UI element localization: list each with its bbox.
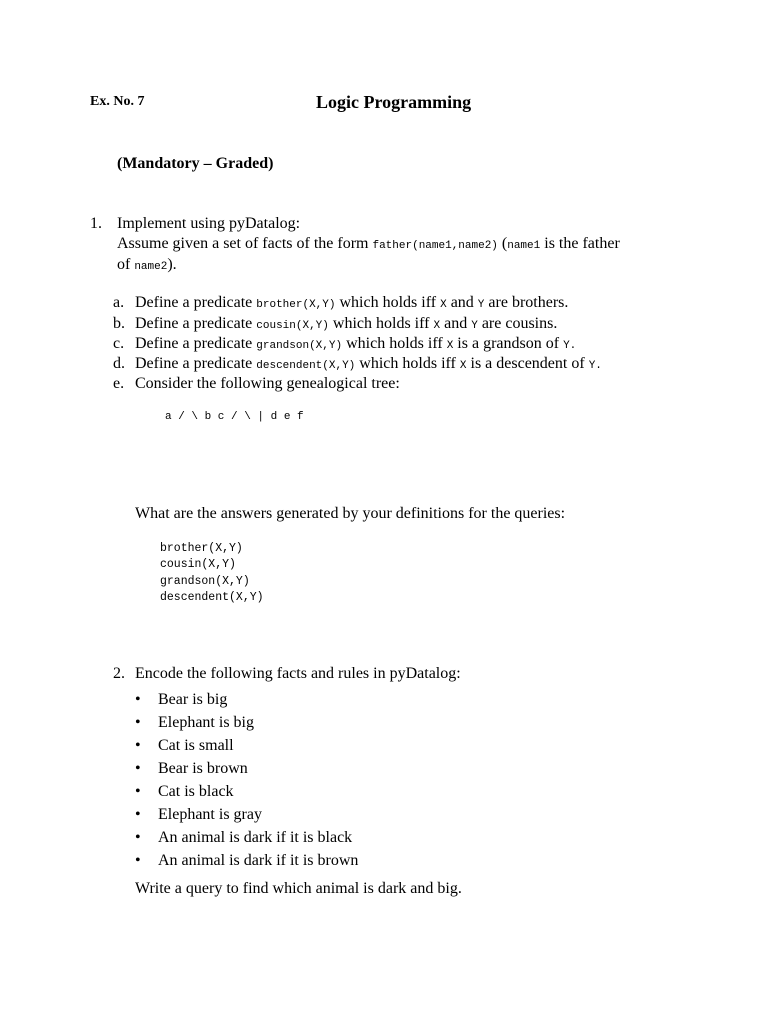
item-mid: which holds iff [359,355,456,372]
item-pre: Define a predicate [135,355,253,372]
q2-intro: Encode the following facts and rules in pyDatalog: [135,665,461,682]
mandatory-label: (Mandatory – Graded) [117,155,274,172]
list-item [135,803,358,826]
query-item: brother(X,Y) [160,542,243,555]
item-var-y: Y [477,299,485,311]
q2-closing: Write a query to find which animal is dark and big. [135,880,462,897]
list-item-text: Elephant is big [158,714,254,731]
bullet-icon: • [135,852,141,869]
q1-assume-code: father(name1,name2) [372,240,498,252]
bullet-icon: • [135,829,141,846]
item-code: descendent(X,Y) [256,360,356,372]
q1-question: What are the answers generated by your definitions for the queries: [135,505,566,522]
q1-number: 1. [90,215,102,232]
bullet-icon: • [135,737,141,754]
item-code: brother(X,Y) [256,299,336,311]
genealogical-tree: a / \ b c / \ | d e f [165,411,304,423]
item-var-y: Y. [588,360,602,372]
q1-of-code: name2 [134,261,168,273]
query-list [160,541,264,606]
list-item [135,688,358,711]
list-item-text: Elephant is gray [158,806,262,823]
list-item [135,826,358,849]
item-letter: a. [113,294,125,311]
list-item [135,849,358,872]
item-mid: which holds iff [332,315,430,332]
item-var-x: X [459,360,467,372]
bullet-icon: • [135,714,141,731]
item-pre: Define a predicate [135,315,253,332]
list-item-text: Bear is brown [158,760,248,777]
exercise-number: Ex. No. 7 [90,94,145,109]
item-letter: e. [113,375,125,392]
bullet-icon: • [135,691,141,708]
q1-item-d [113,355,602,373]
q1-assume-line [117,235,620,253]
page-title: Logic Programming [316,92,472,112]
item-and: is a grandson of [457,335,560,352]
q1-intro: Implement using pyDatalog: [117,215,301,232]
item-var-y: Y [471,320,478,332]
query-item: cousin(X,Y) [160,558,236,572]
list-item-text: Cat is small [158,737,234,754]
q1-item-e [113,375,400,393]
q1-item-c [113,335,576,353]
item-var-y: Y. [563,340,577,352]
item-var-x: X [433,320,441,332]
q1-assume-code2: name1 [507,240,541,252]
item-letter: b. [113,315,125,332]
query-item: grandson(X,Y) [160,574,250,588]
item-mid: which holds iff [346,335,443,352]
list-item [135,780,358,803]
item-and: is a descendent of [470,355,585,372]
item-code: cousin(X,Y) [256,320,329,332]
q1-item-b [113,315,557,333]
item-post: are brothers. [488,294,569,311]
item-var-x: X [440,299,447,311]
q2-number: 2. [113,665,125,682]
item-text: Consider the following genealogical tree: [135,375,400,392]
item-and: and [444,315,468,332]
bullet-icon: • [135,783,141,800]
list-item [135,711,358,734]
q1-of-post: ). [167,256,177,273]
list-item-text: Bear is big [158,691,228,708]
item-pre: Define a predicate [135,294,253,311]
q1-of-pre: of [117,256,131,273]
q1-assume-pre: Assume given a set of facts of the form [117,235,369,252]
q1-item-a [113,294,568,312]
list-item-text: An animal is dark if it is brown [158,852,359,869]
q2-bullet-list [135,688,358,872]
bullet-icon: • [135,806,141,823]
item-pre: Define a predicate [135,335,253,352]
item-code: grandson(X,Y) [256,340,343,352]
item-post: are cousins. [481,315,558,332]
bullet-icon: • [135,760,141,777]
q1-assume-post: is the father [544,235,620,252]
item-and: and [450,294,474,311]
item-letter: d. [113,355,125,372]
list-item [135,734,358,757]
item-var-x: X [446,340,454,352]
query-item: descendent(X,Y) [160,590,264,604]
q1-assume-open: ( [501,235,508,252]
item-mid: which holds iff [339,294,437,311]
list-item-text: An animal is dark if it is black [158,829,353,846]
list-item-text: Cat is black [158,783,234,800]
item-letter: c. [113,335,125,352]
list-item [135,757,358,780]
q1-of-line [117,256,177,274]
